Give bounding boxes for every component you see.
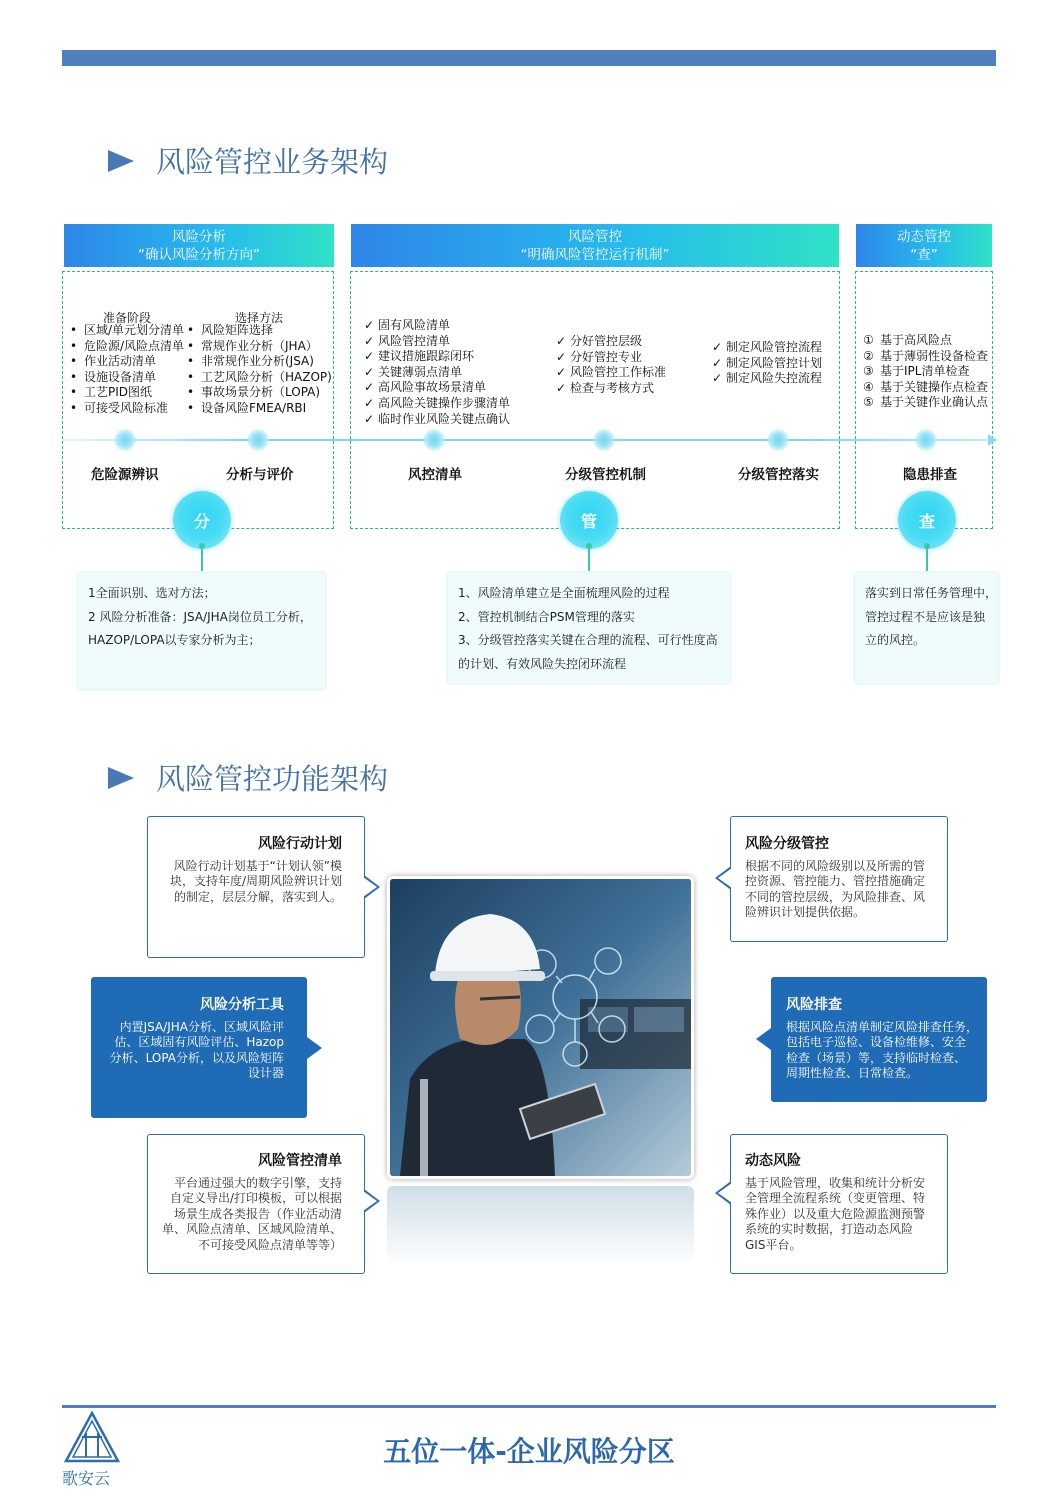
pointer-left-fill [718,868,732,888]
card-line: 内置JSA/JHA分析、区域风险评 [119,1019,284,1034]
card-line: 控资源、管控能力、管控措施确定 [745,874,926,888]
connector-line [588,549,590,571]
card-line: 自定义导出/打印模板，可以根据 [169,1191,342,1205]
card-title: 风险行动计划 [258,836,342,852]
bullet-icon: • [187,385,195,400]
bullet-icon: • [70,323,78,337]
check-icon: ✓ [364,349,375,364]
timeline-node [767,429,789,451]
card-title: 风险管控清单 [258,1153,342,1169]
card-risk-inspection [771,977,987,1102]
card-line: 根据风险点清单制定风险排查任务， [786,1019,979,1034]
pointer-right-fill [363,1191,377,1211]
summary-line: HAZOP/LOPA以专家分析为主； [88,633,261,647]
node-label-hazard-identification: 危险源辨识 [91,467,159,483]
inspection-list [863,333,988,411]
card-risk-analysis-tools [91,977,307,1118]
list-item: ✓ 关键薄弱点清单 [364,364,463,379]
list-item: ③ 基于IPL清单检查 [863,364,970,379]
summary-line: 管控过程不是应该是独 [865,609,986,624]
card-line: 单、风险点清单、区域风险清单、 [161,1222,342,1236]
method-list [187,323,332,417]
top-banner-bar [62,50,996,66]
section-title-text: 风险管控业务架构 [156,145,389,179]
card-title: 风险排查 [786,997,842,1013]
list-item: • 事故场景分析（LOPA) [187,385,321,400]
bullet-icon: • [187,354,195,369]
card-title: 动态风险 [745,1153,801,1169]
summary-line: 落实到日常任务管理中， [865,586,998,600]
bullet-icon: • [187,323,195,337]
badge-control: 管 [560,491,618,549]
engineer-illustration [390,879,691,1176]
list-item: ✓ 建议措施跟踪闭环 [364,349,475,364]
card-line: 险辨识计划提供依据。 [745,905,866,919]
control-list-2 [556,334,666,396]
column-head-prep: 准备阶段 [103,311,152,325]
bullet-icon: • [187,369,195,384]
list-item: • 非常规作业分析(JSA) [187,354,314,369]
card-line: 风险行动计划基于“计划认领”模 [173,858,342,873]
list-item: ✓ 高风险事故场景清单 [364,380,487,395]
card-line: 的制定，层层分解，落实到人。 [173,889,342,904]
list-item: ✓ 检查与考核方式 [556,380,655,395]
footer-title: 五位一体-企业风险分区 [383,1435,675,1468]
check-icon: ✓ [364,395,375,410]
section-title-business [108,140,388,181]
bullet-icon: • [70,354,78,369]
pointer-right-icon [307,1037,322,1059]
check-icon: ✓ [364,411,375,426]
timeline-node [423,429,445,451]
card-line: 基于风险管理，收集和统计分析安 [745,1175,926,1190]
check-icon: ✓ [364,380,375,395]
bullet-icon: • [187,400,195,415]
header-line2: “明确风险管控运行机制” [520,247,670,263]
check-icon: ✓ [556,380,567,395]
header-risk-analysis [64,224,334,267]
arrow-right-icon [988,434,997,446]
control-list-1 [364,318,510,427]
summary-analysis [78,573,325,689]
list-item: • 设施设备清单 [70,369,157,384]
check-icon: ✓ [364,364,375,379]
summary-line: 2、管控机制结合PSM管理的落实 [458,609,635,624]
list-item: • 作业活动清单 [70,354,157,369]
list-item: ⑤ 基于关键作业确认点 [863,395,989,410]
list-item: ✓ 分好管控层级 [556,334,643,348]
company-logo-text: 歌安云 [62,1469,111,1488]
header-line2: “查” [910,247,938,263]
header-line2: “确认风险分析方向” [138,247,260,263]
control-list-3 [712,340,822,387]
list-item: • 设备风险FMEA/RBI [187,400,307,415]
section-title-text: 风险管控功能架构 [156,762,389,796]
pointer-right-fill [363,877,377,897]
card-line: 周期性检查、日常检查。 [786,1066,919,1080]
card-line: GIS平台。 [745,1237,802,1252]
badge-analyze: 分 [173,491,231,549]
header-line1: 风险分析 [172,229,226,245]
header-line1: 动态管控 [897,229,951,245]
node-label-analysis: 分析与评价 [226,467,294,483]
prep-list [70,323,184,417]
timeline-node [915,429,937,451]
list-item: ④ 基于关键操作点检查 [863,379,989,394]
connector-line [926,549,928,571]
card-line: 分析、LOPA分析，以及风险矩阵 [109,1050,284,1065]
bullet-icon: • [70,338,78,353]
timeline-node [114,429,136,451]
list-item: ① 基于高风险点 [863,333,953,347]
check-icon: ✓ [712,371,723,386]
photo-reflection [387,1186,694,1266]
node-label-grading-implementation: 分级管控落实 [738,467,819,483]
card-risk-action-plan [147,816,365,958]
node-label-grading-mechanism: 分级管控机制 [565,467,646,483]
pointer-left-icon [756,1028,771,1050]
node-label-risk-list: 风控清单 [408,467,462,483]
card-line: 不可接受风险点清单等等） [197,1237,342,1252]
engineer-photo [387,876,694,1179]
list-item: ② 基于薄弱性设备检查 [863,348,989,363]
card-line: 包括电子巡检、设备检维修、安全 [786,1035,967,1049]
connector-line [201,549,203,571]
list-item: ✓ 制定风险失控流程 [712,371,823,386]
list-item: ✓ 高风险关键操作步骤清单 [364,395,511,410]
list-item: ✓ 风险管控工作标准 [556,365,667,380]
card-line: 全管理全流程系统（变更管理、特 [745,1191,926,1205]
card-title: 风险分级管控 [745,836,829,852]
list-item: • 风险矩阵选择 [187,323,274,337]
header-risk-control [351,224,839,267]
card-risk-control-list [147,1134,365,1274]
node-label-hazard-inspection: 隐患排查 [903,467,957,483]
bullet-icon: • [70,400,78,415]
summary-line: 2 风险分析准备：JSA/JHA岗位员工分析， [88,609,312,624]
check-icon: ✓ [556,334,567,348]
check-icon: ✓ [364,333,375,348]
triangle-bullet-icon [108,767,134,789]
connector-dot [199,543,205,549]
check-icon: ✓ [556,349,567,364]
list-item: ✓ 制定风险管控流程 [712,340,823,354]
card-line: 检查（场景）等，支持临时检查、 [786,1050,967,1065]
card-risk-grading-control [730,816,948,942]
bullet-icon: • [70,385,78,400]
card-dynamic-risk [730,1134,948,1274]
card-line: 根据不同的风险级别以及所需的管 [745,858,926,873]
header-dynamic-control [856,224,992,267]
list-item: • 工艺风险分析（HAZOP) [187,369,332,384]
summary-inspection [855,573,998,683]
summary-control [448,573,730,683]
timeline-node [247,429,269,451]
card-line: 设计器 [247,1066,284,1080]
bullet-icon: • [70,369,78,384]
list-item: • 危险源/风险点清单 [70,338,185,353]
list-item: • 区域/单元划分清单 [70,323,185,337]
connector-dot [924,543,930,549]
summary-line: 的计划、有效风险失控闭环流程 [458,656,627,671]
list-item: ✓ 临时作业风险关键点确认 [364,411,511,426]
summary-line: 立的风控。 [865,633,926,647]
bullet-icon: • [187,338,195,353]
process-timeline [62,439,990,441]
list-item: ✓ 固有风险清单 [364,318,451,332]
triangle-bullet-icon [108,150,134,172]
column-head-method: 选择方法 [235,311,284,325]
card-line: 块，支持年度/周期风险辨识计划 [169,874,342,888]
section-title-function [108,757,388,798]
connector-dot [586,543,592,549]
card-line: 不同的管控层级，为风险排查、风 [745,889,926,904]
badge-inspect: 查 [898,491,956,549]
header-line1: 风险管控 [568,229,622,245]
footer-divider [62,1405,996,1408]
summary-line: 1、风险清单建立是全面梳理风险的过程 [458,586,670,600]
check-icon: ✓ [712,340,723,354]
list-item: ✓ 制定风险管控计划 [712,355,823,370]
summary-line: 3、分级管控落实关键在合理的流程、可行性度高 [458,633,718,647]
check-icon: ✓ [556,365,567,380]
pointer-left-fill [718,1183,732,1203]
check-icon: ✓ [364,318,375,332]
list-item: • 常规作业分析（JHA） [187,338,318,353]
check-icon: ✓ [712,355,723,370]
card-line: 场景生成各类报告（作业活动清 [173,1206,342,1221]
timeline-node [593,429,615,451]
list-item: ✓ 风险管控清单 [364,333,451,348]
card-line: 估、区域固有风险评估、Hazop [114,1035,284,1049]
summary-line: 1全面识别、选对方法； [88,586,216,600]
card-line: 平台通过强大的数字引擎，支持 [173,1175,342,1190]
list-item: • 可接受风险标准 [70,400,169,415]
list-item: • 工艺PID图纸 [70,385,153,400]
card-line: 系统的实时数据，打造动态风险 [745,1222,914,1236]
card-line: 殊作业）以及重大危险源监测预警 [745,1206,926,1221]
card-title: 风险分析工具 [200,997,284,1013]
list-item: ✓ 分好管控专业 [556,349,643,364]
